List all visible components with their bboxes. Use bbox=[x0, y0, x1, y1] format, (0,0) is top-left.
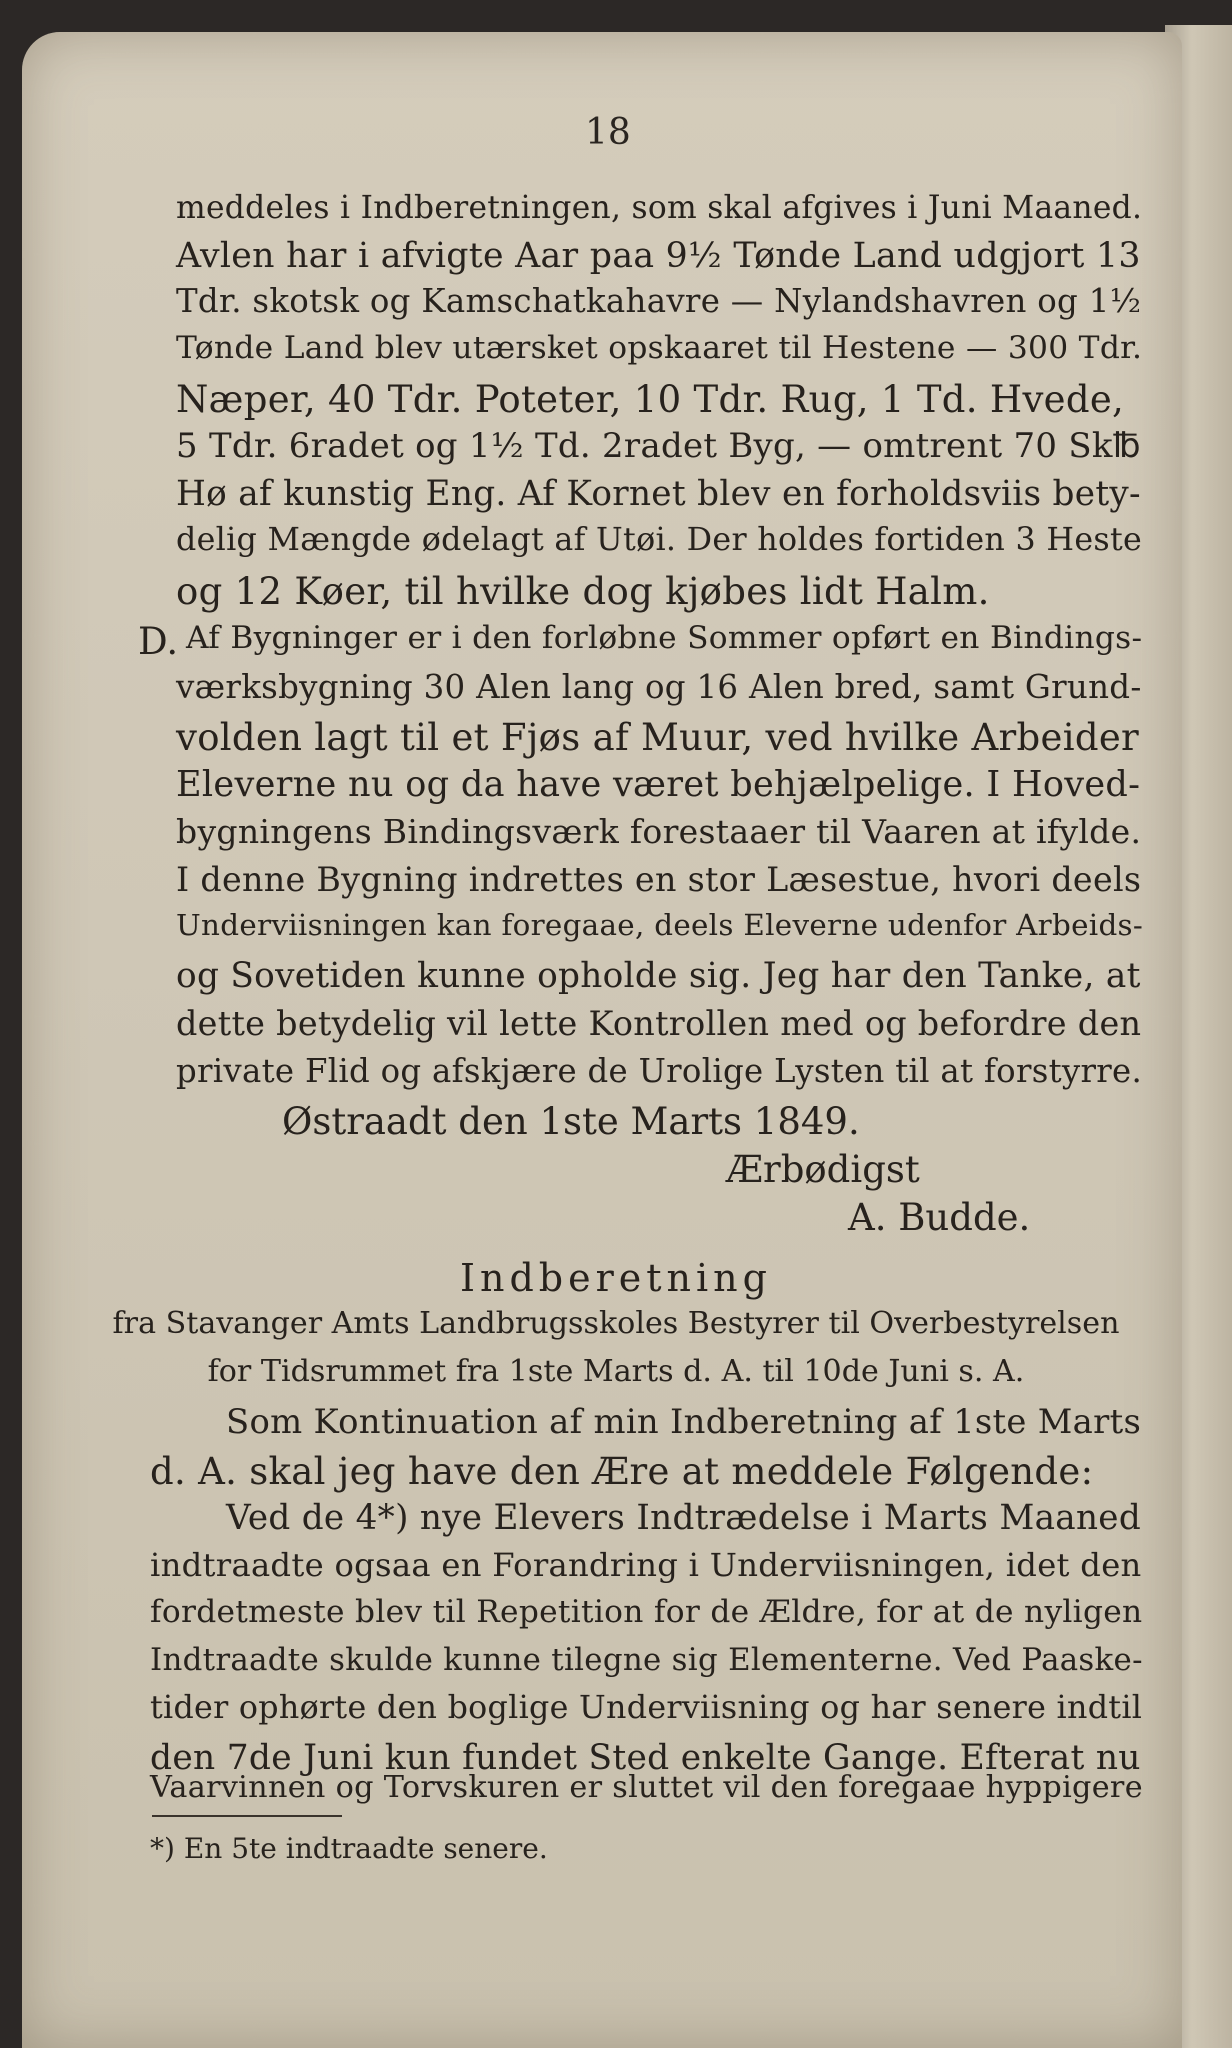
text-line: Som Kontinuation af min Indberetning af 1ste Marts bbox=[226, 1402, 1142, 1441]
closing-salutation: Ærbødigst bbox=[726, 1148, 920, 1191]
signature: A. Budde. bbox=[848, 1196, 1031, 1239]
text-line: Ved de 4*) nye Elevers Indtrædelse i Marts Maaned bbox=[226, 1498, 1142, 1538]
text-line: og Sovetiden kunne opholde sig. Jeg har den Tanke, at bbox=[176, 956, 1141, 996]
text-line: volden lagt til et Fjøs af Muur, ved hvilke Arbeider bbox=[176, 716, 1140, 759]
text-line: indtraadte ogsaa en Forandring i Underviisningen, idet den bbox=[150, 1546, 1142, 1584]
page-number: 18 bbox=[585, 112, 631, 153]
text-line: Af Bygninger er i den forløbne Sommer opført en Bindings- bbox=[186, 620, 1143, 656]
text-line: fordetmeste blev til Repetition for de Ældre, for at de nyligen bbox=[150, 1594, 1143, 1630]
report-heading: Indberetning bbox=[460, 1256, 772, 1300]
text-line: delig Mængde ødelagt af Utøi. Der holdes fortiden 3 Heste bbox=[176, 522, 1143, 558]
text-line: Vaarvinnen og Torvskuren er sluttet vil den foregaae hyppigere bbox=[150, 1770, 1143, 1805]
text-line: I denne Bygning indrettes en stor Læsestue, hvori deels bbox=[176, 860, 1142, 899]
text-line: d. A. skal jeg have den Ære at meddele Følgende: bbox=[150, 1450, 1094, 1493]
report-subheading: fra Stavanger Amts Landbrugsskoles Bestyrer til Overbestyrelsen bbox=[112, 1306, 1120, 1341]
report-subheading: for Tidsrummet fra 1ste Marts d. A. til 10de Juni s. A. bbox=[207, 1354, 1025, 1389]
text-line: Hø af kunstig Eng. Af Kornet blev en forholdsviis bety- bbox=[176, 474, 1141, 514]
text-line: dette betydelig vil lette Kontrollen med og befordre den bbox=[176, 1004, 1142, 1043]
text-line: Eleverne nu og da have været behjælpelige. I Hoved- bbox=[176, 764, 1141, 805]
text-line: Indtraadte skulde kunne tilegne sig Elementerne. Ved Paaske- bbox=[150, 1642, 1143, 1678]
text-line: 5 Tdr. 6radet og 1½ Td. 2radet Byg, — omtrent 70 Sk℔ bbox=[176, 426, 1141, 465]
text-line: private Flid og afskjære de Urolige Lysten til at forstyrre. bbox=[176, 1052, 1143, 1090]
text-line: den 7de Juni kun fundet Sted enkelte Gange. Efterat nu bbox=[150, 1738, 1141, 1778]
text-line: Tdr. skotsk og Kamschatkahavre — Nylandshavren og 1½ bbox=[176, 282, 1142, 320]
place-date: Østraadt den 1ste Marts 1849. bbox=[282, 1100, 860, 1143]
text-line: værksbygning 30 Alen lang og 16 Alen bred, samt Grund- bbox=[176, 668, 1142, 706]
text-line: meddeles i Indberetningen, som skal afgives i Juni Maaned. bbox=[176, 190, 1143, 226]
text-line: og 12 Køer, til hvilke dog kjøbes lidt Halm. bbox=[176, 570, 990, 613]
text-line: bygningens Bindingsværk forestaaer til Vaaren at ifylde. bbox=[176, 812, 1142, 851]
footnote: *) En 5te indtraadte senere. bbox=[150, 1832, 548, 1865]
footnote-rule bbox=[152, 1815, 342, 1817]
text-line: Avlen har i afvigte Aar paa 9½ Tønde Land udgjort 13 bbox=[176, 236, 1141, 276]
text-line: tider ophørte den boglige Underviisning og har senere indtil bbox=[150, 1690, 1143, 1726]
section-marker: D. bbox=[138, 620, 179, 663]
text-line: Tønde Land blev utærsket opskaaret til Hestene — 300 Tdr. bbox=[176, 330, 1143, 366]
text-line: Næper, 40 Tdr. Poteter, 10 Tdr. Rug, 1 Td. Hvede, bbox=[176, 378, 1125, 421]
text-line: Underviisningen kan foregaae, deels Eleverne udenfor Arbeids- bbox=[176, 908, 1144, 942]
